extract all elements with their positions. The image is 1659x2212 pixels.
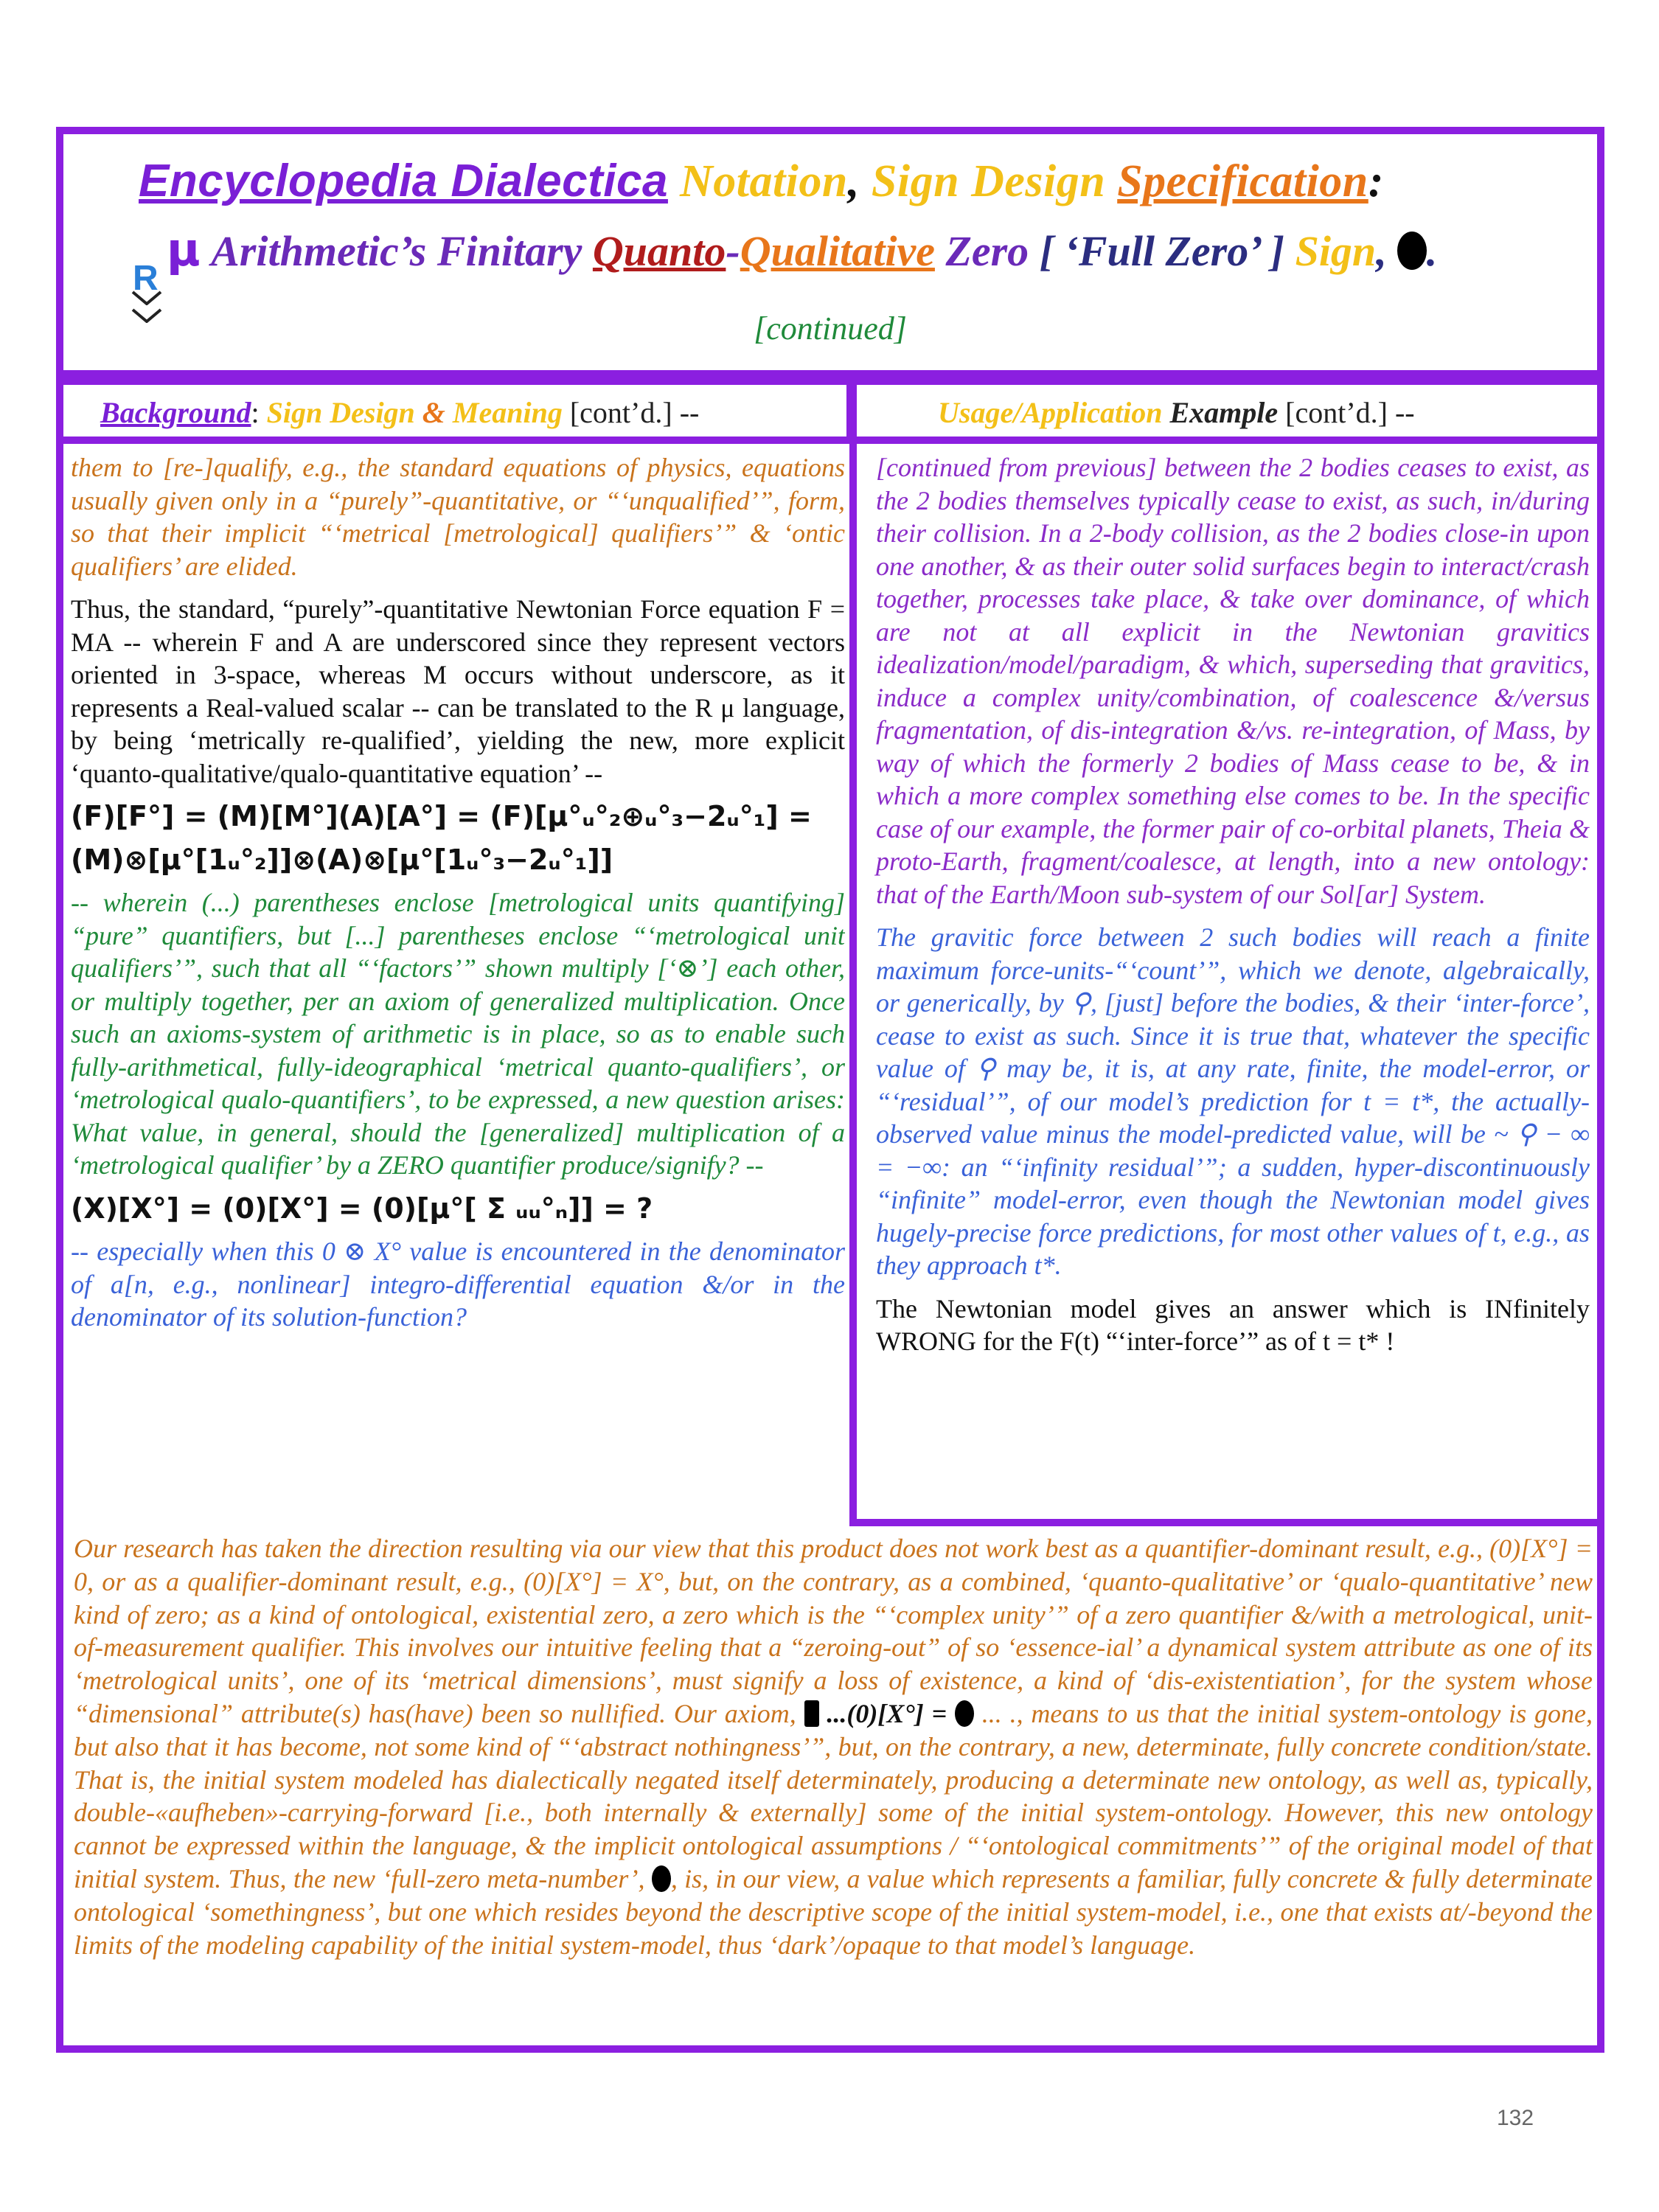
continued-label: [continued] <box>754 310 907 347</box>
header-contd: [cont’d.] -- <box>562 396 700 429</box>
right-column <box>849 439 1604 1526</box>
right-paragraph-3: The Newtonian model gives an answer which is INfinitely WRONG for the F(t) “‘inter-force’” as of t = t* ! <box>876 1293 1590 1356</box>
usage-header <box>849 378 1604 444</box>
left-column <box>71 451 845 1520</box>
page-number: 132 <box>1497 2106 1534 2130</box>
title-comma-2: , <box>1376 227 1387 275</box>
left-paragraph-3: -- wherein (...) parentheses enclose [metrological units quantifying] “pure” quantifiers, but [...] parentheses enclose “‘metrological unit qualifiers’”, such that all “‘factors’” shown multiply [‘⊗’] each other, or multiply together, per an axiom of generalized multiplication. Once such an axioms-system of arithmetic is in place, so as to enable such fully-arithmetical, fully-ideographical ‘metrical quanto-qualifiers’, or ‘metrological qualo-quantifiers’, to be expressed, a new question arises: What value, in general, should the [generalized] multiplication of a ‘metrological qualifier’ by a ZERO quantifier produce/signify? -- <box>71 888 845 1180</box>
mu-symbol: μ <box>167 223 201 276</box>
background-label: Background <box>100 396 251 429</box>
title-line-1 <box>139 155 1384 208</box>
left-paragraph-2: Thus, the standard, “purely”-quantitative Newtonian Force equation F = MA -- wherein F and A are underscored since they represent vectors oriented in 3-space, whereas M occurs without underscore, as it represents a Real-valued scalar -- can be translated to the R μ language, by being ‘metrically re-qualified’, yielding the new, more explicit ‘quanto-qualitative/qualo-quantitative equation’ -- <box>71 594 845 788</box>
title-notation: Notation <box>667 156 848 206</box>
encyclopedia-dialectica-link: Encyclopedia Dialectica <box>139 156 668 206</box>
title-quanto: Quanto <box>592 227 726 275</box>
header-colon: : <box>251 396 267 429</box>
right-paragraph-2: The gravitic force between 2 such bodies will reach a finite maximum force-units-“‘count’”, which we denote, algebraically, or generically, by ⚲, [just] before the bodies, & their ‘inter-force’, cease to exist as such. Since it is true that, whatever the specific value of ⚲ may be, it is, at any rate, finite, the model-error, or “‘residual’”, of our model’s prediction for t = t*, the actually-observed value minus the model-predicted value, will be ~ ⚲ − ∞ = −∞: an “‘infinity residual’”; a sudden, hyper-discontinuously “infinite” model-error, even though the Newtonian model gives hugely-precise force predictions, for most other values of t, e.g., as they approach t*. <box>876 922 1590 1280</box>
title-zero: Zero <box>934 227 1040 275</box>
title-sign-design: Sign Design <box>871 156 1106 206</box>
background-header <box>56 378 854 444</box>
title-qualitative: Qualitative <box>740 227 935 275</box>
title-period: . <box>1426 227 1438 275</box>
bottom-text-b: ...(0)[X°] = <box>818 1698 955 1728</box>
right-paragraph-1: [continued from previous] between the 2 bodies ceases to exist, as the 2 bodies themselves typically cease to exist, as such, in/during their collision. In a 2-body collision, as the 2 bodies close-in upon one another, & as their outer solid surfaces begin to interact/crash together, processes take place, & take over dominance, of which are not at all explicit in the Newtonian gravitics idealization/model/paradigm, & which, superseding that gravitics, induce a complex unity/combination, of coalescence &/versus fragmentation, of dis-integration &/vs. re-integration, of Mass, by way of which the formerly 2 bodies of Mass cease to be, & in which a more complex something else comes to be. In the specific case of our example, the former pair of co-orbital planets, Theia & proto-Earth, fragment/coalesce, at length, into a new ontology: that of the Earth/Moon sub-system of our Sol[ar] System. <box>876 453 1590 909</box>
title-dash: - <box>726 227 740 275</box>
logo-letter: R <box>133 259 159 298</box>
full-zero-sign-icon <box>955 1700 974 1727</box>
title-arithmetic: Arithmetic’s Finitary <box>200 227 593 275</box>
bottom-text-a: Our research has taken the direction resulting via our view that this product does not work best as a quantifier-dominant result, e.g., (0)[X°] = 0, or as a qualifier-dominant result, e.g., (0)[X°] = X°, but, on the contrary, as a combined, ‘quanto-qualitative’ or ‘qualo-quantitative’ new kind of zero; as a kind of ontological, existential zero, a zero which is the “‘complex unity’” of a zero quantifier &/with a metrological, unit-of-measurement qualifier. This involves our intuitive feeling that a “zeroing-out” of so ‘essence-ial’ a dynamical system attribute as one of its ‘metrological units’, one of its ‘metrical dimensions’, must signify a loss of existence, a kind of ‘dis-existentiation’, for the system whose “dimensional” attribute(s) has(have) been so nullified. Our axiom, <box>74 1534 1593 1728</box>
title-sign: Sign <box>1284 227 1377 275</box>
equation-2: (M)⊗[μ°[1ᵤ°₂]]⊗(A)⊗[μ°[1ᵤ°₃−2ᵤ°₁]] <box>71 843 613 876</box>
left-paragraph-1: them to [re-]qualify, e.g., the standard equations of physics, equations usually given only in a “purely”-quantitative, or “‘unqualified’”, form, so that their implicit “‘metrical [metrological] qualifiers’” & ‘ontic qualifiers’ are elided. <box>71 453 845 581</box>
header-amp: & <box>414 396 453 429</box>
title-specification: Specification <box>1117 156 1368 206</box>
chevron-down-icon <box>131 291 162 305</box>
equation-3: (X)[X°] = (0)[X°] = (0)[μ°[ Σ ᵤᵤ°ₙ]] = ? <box>71 1192 653 1225</box>
bottom-text-d: , is, in our view, a value which represents a familiar, fully concrete & fully determinate ontological ‘somethingness’, but one which resides beyond the descriptive scope of the initial system-model, i.e., one that exists at/-beyond the limits of the modeling capability of the initial system-model, thus ‘dark’/opaque to that model’s language. <box>74 1863 1593 1960</box>
full-zero-sign-icon <box>1397 232 1427 270</box>
full-zero-sign-icon <box>652 1865 671 1892</box>
title-box <box>56 127 1604 378</box>
title-line-2 <box>167 223 1437 276</box>
axiom-marker-icon <box>804 1700 819 1727</box>
title-full-zero: [ ‘Full Zero’ ] <box>1039 227 1285 275</box>
left-paragraph-4: -- especially when this 0 ⊗ X° value is encountered in the denominator of a[n, e.g., nonlinear] integro-differential equation &/or in the denominator of its solution-function? <box>71 1237 845 1332</box>
bottom-paragraph <box>74 1532 1593 1961</box>
header-contd-right: [cont’d.] -- <box>1278 396 1415 429</box>
header-sign-design: Sign Design <box>266 396 415 429</box>
bottom-text-c: ... ., means to us that the initial system-ontology is gone, but also that it has become, not some kind of “‘abstract nothingness’”, but, on the contrary, a new, determinate, fully concrete condition/state. That is, the initial system modeled has dialectically negated itself determinately, producing a determinate new ontology, as well as, typically, double-«aufheben»-carrying-forward [i.e., both internally & externally] some of the initial system-ontology. However, this new ontology cannot be expressed within the language, & the implicit ontological assumptions / “‘ontological commitments’” of the original model of that initial system. Thus, the new ‘full-zero meta-number’, <box>74 1698 1593 1893</box>
equation-1: (F)[F°] = (M)[M°](A)[A°] = (F)[μ°ᵤ°₂⊕ᵤ°₃−2ᵤ°₁] = <box>71 800 812 832</box>
title-colon: : <box>1368 156 1384 206</box>
usage-label: Usage/Application <box>938 396 1163 429</box>
header-example: Example <box>1162 396 1279 429</box>
header-meaning: Meaning <box>452 396 563 429</box>
bottom-section <box>74 1532 1593 1961</box>
title-comma: , <box>847 156 872 206</box>
